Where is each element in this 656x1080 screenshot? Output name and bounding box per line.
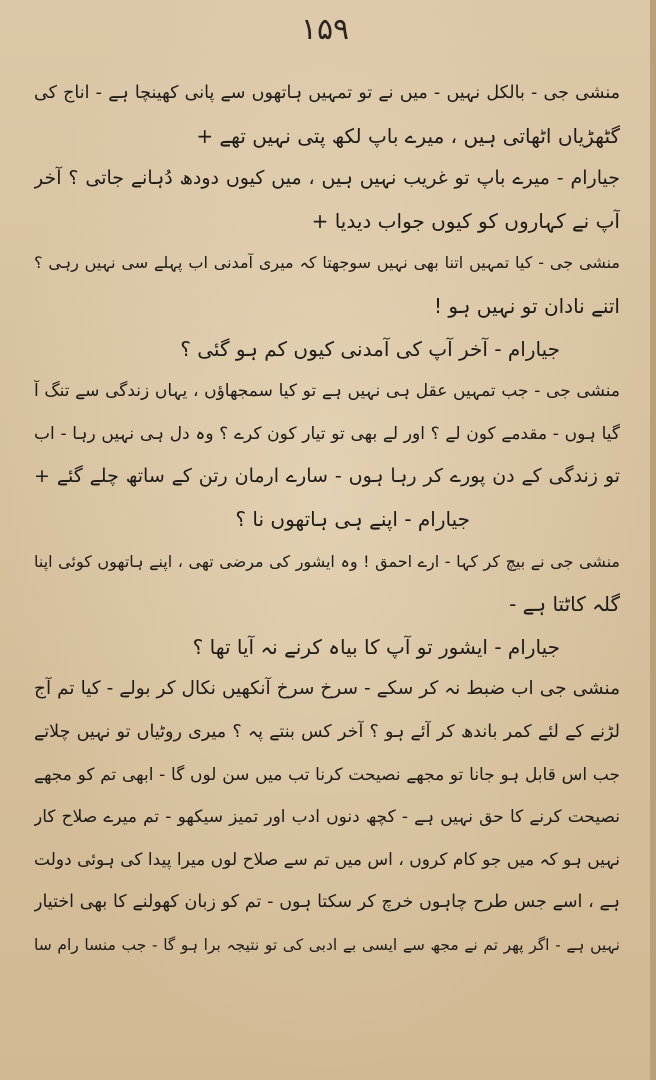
text-line: تو زندگی کے دن پورے کر رہا ہوں - سارے ارمان رتن کے ساتھ چلے گئے +	[34, 465, 620, 488]
text-line: منشی جی - کیا تمہیں اتنا بھی نہیں سوجھتا کہ میری آمدنی اب پہلے سی نہیں رہی ؟	[34, 253, 620, 273]
text-line: جیارام - آخر آپ کی آمدنی کیوں کم ہو گئی ؟	[180, 336, 560, 361]
text-line: نہیں ہے - اگر پھر تم نے مجھ سے ایسی بے ادبی کی تو نتیجہ برا ہو گا - جب منسا رام سا	[34, 935, 620, 954]
text-line: اتنے نادان تو نہیں ہو !	[434, 293, 620, 318]
text-line: لڑنے کے لئے کمر باندھ کر آئے ہو ؟ آخر کس بنتے پہ ؟ میری روٹیاں تو نہیں چلاتے	[34, 721, 620, 742]
text-line: نصیحت کرنے کا حق نہیں ہے - کچھ دنوں ادب اور تمیز سیکھو - تم میرے صلاح کار	[34, 807, 620, 828]
page-number: ۱۵۹	[300, 12, 350, 47]
text-line: گٹھڑیاں اٹھاتی ہیں ، میرے باپ لکھ پتی نہیں تھے +	[196, 123, 620, 148]
text-line: آپ نے کہاروں کو کیوں جواب دیدیا +	[311, 208, 620, 233]
text-line: منشی جی - بالکل نہیں - میں نے تو تمہیں ہاتھوں سے پانی کھینچا ہے - اناج کی	[34, 83, 620, 103]
text-line: گلہ کاٹتا ہے -	[509, 592, 620, 617]
text-line: جیارام - میرے باپ تو غریب نہیں ہیں ، میں کیوں دودھ دُہانے جاتی ؟ آخر	[34, 167, 620, 190]
text-line: ہے ، اسے جس طرح چاہوں خرچ کر سکتا ہوں - تم کو زبان کھولنے کا بھی اختیار	[34, 892, 620, 913]
text-line: منشی جی اب ضبط نہ کر سکے - سرخ سرخ آنکھیں نکال کر بولے - کیا تم آج	[34, 678, 620, 700]
text-line: منشی جی نے بیچ کر کہا - ارے احمق ! وہ ایشور کی مرضی تھی ، اپنے ہاتھوں کوئی اپنا	[34, 551, 620, 571]
page-text	[34, 72, 620, 966]
text-line: نہیں ہو کہ میں جو کام کروں ، اس میں تم سے صلاح لوں میرا پیدا کی ہوئی دولت	[34, 849, 620, 870]
text-line: جب اس قابل ہو جانا تو مجھے نصیحت کرنا تب میں سن لوں گا - ابھی تم کو مجھے	[34, 764, 620, 785]
text-line: جیارام - اپنے ہی ہاتھوں نا ؟	[235, 506, 470, 531]
text-line: منشی جی - جب تمہیں عقل ہی نہیں ہے تو کیا سمجھاؤں ، یہاں زندگی سے تنگ آ	[34, 381, 620, 402]
text-line: جیارام - ایشور تو آپ کا بیاہ کرنے نہ آیا تھا ؟	[192, 634, 560, 659]
text-line: گیا ہوں - مقدمے کون لے ؟ اور لے بھی تو تیار کون کرے ؟ وہ دل ہی نہیں رہا - اب	[34, 423, 620, 444]
